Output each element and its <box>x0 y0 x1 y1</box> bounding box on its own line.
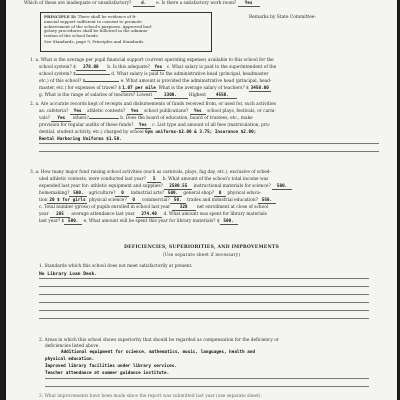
q1-line-4: master, etc.) for expenses of travel? $1.07 per mile What is the average salary of teachers? $ 3450.00 <box>39 86 269 91</box>
athletic-records: Yes <box>127 109 143 115</box>
q1-line-3: etc.) of this school? $ e. What amount is provided the administrative head (principal, head- <box>39 79 272 84</box>
top-question-2: e. Is there a satisfactory work room? <box>156 1 237 6</box>
section-title: DEFICIENCIES, SUPERIORITIES, AND IMPROVEMENTS <box>123 245 280 250</box>
principle-title: PRINCIPLE II: <box>44 14 77 19</box>
superiority-item: physical education. <box>45 357 95 362</box>
per-pupil-support: 278.00 <box>76 65 106 71</box>
rule <box>39 151 379 152</box>
q2-line-3: provision for regular audits of these funds? Yes c. List type and amount of all fees (matriculation, pru- <box>39 123 271 128</box>
rule <box>39 143 379 144</box>
rule <box>39 318 369 319</box>
principle-line-0: PRINCIPLE II: There shall be evidence of fi- <box>44 14 137 19</box>
section-subtitle: (Use separate sheet if necessary) <box>162 252 241 257</box>
improvements-label: 3. What improvements have been made since the report was submitted last year (use separate sheet). <box>39 394 262 399</box>
superiority-item: Additional equipment for science, mathematics, music, languages, health and <box>61 350 256 355</box>
q3-line-7: last year? $ 500. e. What amount will be spent this year for library materials? $ 500. <box>39 219 238 225</box>
q2-line-1: as: cafeteria? Yes athletic contests? Yes school publications? Yes school plays, festivals, or carni- <box>39 109 276 114</box>
rule <box>39 310 369 311</box>
salary-lowest: 3300. <box>154 93 188 99</box>
q3-line-3: homemaking? 500. agriculture? 0 industrial arts? 500. general shop? 0 physical educa- <box>39 191 262 196</box>
superiorities-label: 2. Areas in which this school shows superiority that should be regarded as compensation for the deficiency or <box>39 338 279 343</box>
library-spent-this-year: 500. <box>220 219 238 225</box>
physical-education-expense: 20 $ for girls <box>49 198 86 203</box>
rule <box>39 286 369 287</box>
top-answer: d. <box>133 1 155 7</box>
principle-line-1: nancial support sufficient to consent to promote <box>44 18 142 24</box>
top-question: Which of these are inadequate or unsatisfactory? <box>24 1 132 6</box>
rule <box>45 378 369 379</box>
net-enrollment: 285 <box>50 212 70 218</box>
superiorities-label-2: deficiencies listed above. <box>45 344 100 349</box>
principle-line-2: achievement of the school's purposes. Approved bud- <box>44 23 153 29</box>
q3-line-1: uled athletic contests, were conducted last year? 5 b. What amount of the school's total income was <box>39 177 269 182</box>
rule <box>39 294 369 295</box>
physical-science-expense: 0 <box>127 198 141 204</box>
superiority-item: Improved library facilities under library services. <box>45 364 177 369</box>
fees-list-continued: Rental Harboring Uniforms $1.50. <box>39 137 122 142</box>
gross-enrollment: 328 <box>172 205 196 211</box>
salary-highest: 4550. <box>207 93 237 99</box>
athletic-expense: 2580.55 <box>164 184 192 190</box>
remarks-label: Remarks by State Committee: <box>249 15 316 20</box>
principle-line-4: tration of the school funds. <box>44 33 99 39</box>
rule <box>39 302 369 303</box>
q1-line-5: g. What is the range of salaries of teachers? Lowest 3300. Highest 4550. <box>39 93 237 99</box>
agriculture-expense: 0 <box>115 191 129 197</box>
rule <box>45 386 369 387</box>
avg-teacher-salary: 3450.00 <box>250 86 269 91</box>
trades-expense: 550. <box>258 198 276 204</box>
library-spent-last-year: 500. <box>64 219 82 225</box>
deficiencies-label: 1. Standards which this school does not meet satisfactorily at present. <box>39 264 193 269</box>
science-expense: 500. <box>272 184 292 190</box>
fees-list: Gym uniforms-$2.00 & 3.75; Insurance $2.00; <box>145 130 257 135</box>
fund-raising-count: 5 <box>147 177 161 183</box>
regular-audits: Yes <box>135 123 151 129</box>
principle-box <box>40 12 212 52</box>
top-answer-2: Yes <box>238 1 260 7</box>
support-adequate: Yes <box>151 65 165 71</box>
travel-expense: 1.07 per mile <box>122 86 156 91</box>
q2-line-2: vals? Yes others? b. Does the board of education, board of trustees, etc., make <box>39 116 253 121</box>
average-attendance: 274.40 <box>136 212 162 218</box>
document-page <box>6 0 397 400</box>
q3-line-5: c. Total number (gross) of pupils enrolled in school last year 328 net enrollment at close of school <box>39 205 269 210</box>
homemaking-expense: 500. <box>69 191 87 197</box>
general-shop-expense: 0 <box>214 191 226 197</box>
q3-line-6: year 285 average attendance last year 274.40 d. What amount was spent for library materials <box>39 212 267 217</box>
q1-line-2: school system? $ d. What salary is paid to the administrative head (principal, headmaster <box>39 72 269 77</box>
q3-line-0: 3. a. How many major fund raising school activities (such as carnivals, plays, fag day, etc.), exclusive of sched- <box>30 170 271 175</box>
deficiencies-answer: No Library Loan Desk. <box>39 272 98 277</box>
plays-records: Yes <box>51 116 71 122</box>
cafeteria-records: Yes <box>70 109 86 115</box>
commercial-expense: 50. <box>170 198 186 204</box>
q2-line-4: dential, student activity, etc.) charged by school Gym uniforms-$2.00 & 3.75; Insurance $2.00; <box>39 130 257 135</box>
publication-records: Yes <box>190 109 206 115</box>
rule <box>39 278 369 279</box>
q1-line-0: 1. a. What is the average per pupil financial support (current operating expense) available to this school for the <box>30 58 274 63</box>
top-line <box>24 1 260 7</box>
q3-line-4: tion 20 $ for girls physical science? 0 commercial? 50. trades and industrial education? 550. <box>39 198 276 204</box>
q2-line-0: 2. a. Are accurate records kept of receipts and disbursements of funds received from, or used for, such activities <box>30 102 276 107</box>
principle-line-3: getary procedures shall be followed in the adminis- <box>44 28 149 34</box>
superiority-item: Teacher attendance at summer guidance institute. <box>45 371 170 376</box>
industrial-arts-expense: 500. <box>164 191 182 197</box>
q3-line-2: expended last year for: athletic equipment and supplies? 2580.55 instructional materials for science? 500. <box>39 184 292 190</box>
q1-line-1: school system? $ 278.00 b. Is this adequate? Yes c. What salary is paid to the superintendent of the <box>39 65 277 70</box>
principle-line-5: See Standards, page 9, Principles and Standards <box>44 38 144 44</box>
